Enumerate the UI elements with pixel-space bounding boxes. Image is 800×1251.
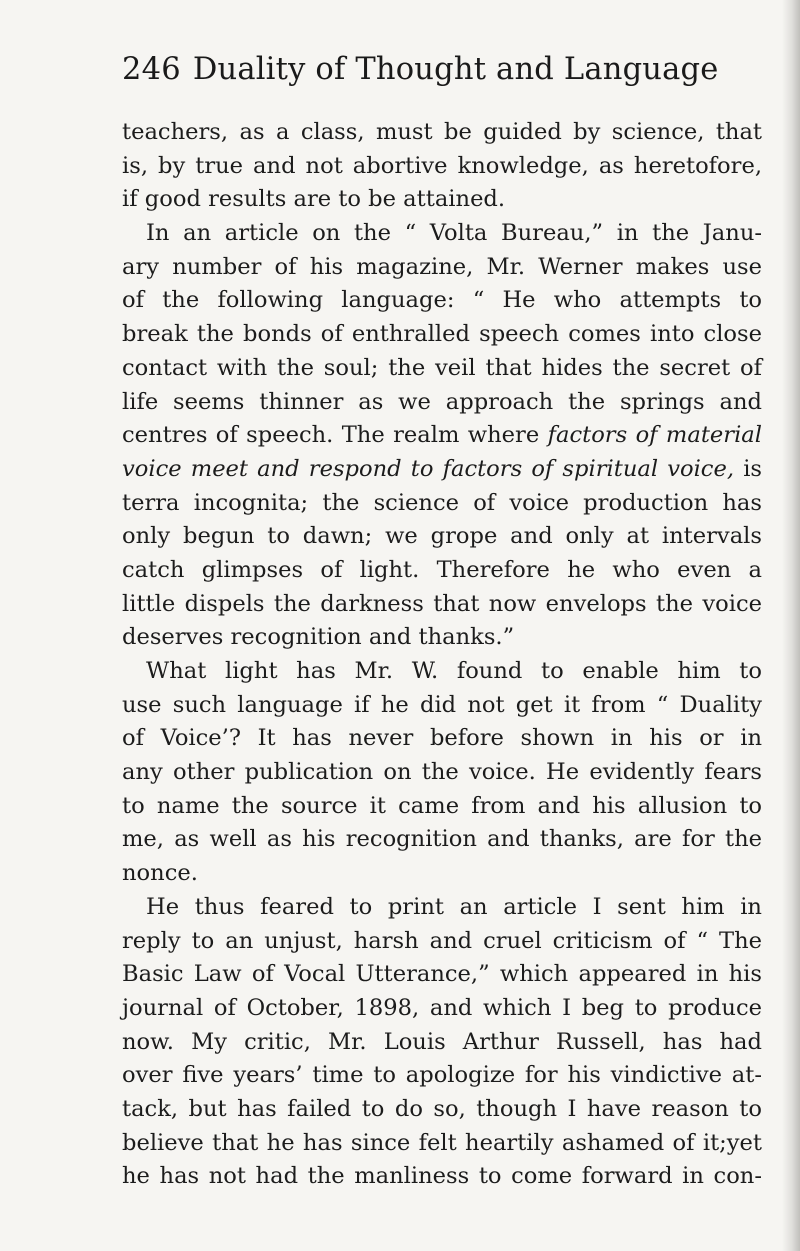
text-line: over five years’ time to apologize for his vindictive at- bbox=[122, 1062, 762, 1089]
text-line-italic: voice meet and respond to factors of spiritual voice, bbox=[122, 455, 735, 482]
page-edge-shadow bbox=[782, 0, 800, 1251]
text-line: now. My critic, Mr. Louis Arthur Russell, has had bbox=[122, 1028, 762, 1055]
text-line: believe that he has since felt heartily ashamed of it;yet bbox=[122, 1129, 762, 1156]
text-line: journal of October, 1898, and which I beg to produce bbox=[122, 994, 762, 1021]
page-number: 246 bbox=[122, 52, 181, 87]
text-line: ary number of his magazine, Mr. Werner makes use bbox=[122, 253, 762, 280]
running-title: Duality of Thought and Language bbox=[192, 52, 719, 87]
text-line-italic: factors of material bbox=[547, 422, 762, 449]
running-header bbox=[122, 52, 719, 87]
text-line: teachers, as a class, must be guided by science, that bbox=[122, 119, 762, 145]
text-line: terra incognita; the science of voice production has bbox=[122, 489, 762, 516]
body-text bbox=[122, 116, 762, 1194]
text-line-roman: centres of speech. The realm where bbox=[122, 422, 540, 449]
text-line: In an article on the “ Volta Bureau,” in the Janu- bbox=[146, 220, 762, 247]
text-line: is, by true and not abortive knowledge, as heretofore, bbox=[122, 152, 762, 179]
text-line: deserves recognition and thanks.” bbox=[122, 624, 515, 651]
text-line: reply to an unjust, harsh and cruel criticism of “ The bbox=[122, 927, 762, 954]
text-line: he has not had the manliness to come forward in con- bbox=[122, 1163, 762, 1190]
text-line: catch glimpses of light. Therefore he who even a bbox=[122, 556, 762, 583]
text-line: of Voice’? It has never before shown in his or in bbox=[122, 725, 762, 752]
text-line: Basic Law of Vocal Utterance,” which appeared in his bbox=[122, 961, 762, 988]
text-line: He thus feared to print an article I sent him in bbox=[146, 893, 762, 920]
text-line: use such language if he did not get it from “ Duality bbox=[122, 691, 762, 718]
text-line: break the bonds of enthralled speech comes into close bbox=[122, 321, 762, 348]
text-line bbox=[122, 453, 762, 487]
text-line: What light has Mr. W. found to enable him to bbox=[146, 658, 762, 684]
text-line bbox=[122, 419, 762, 453]
text-line: nonce. bbox=[122, 860, 198, 887]
text-line: me, as well as his recognition and thanks, are for the bbox=[122, 826, 762, 853]
text-line: tack, but has failed to do so, though I have reason to bbox=[122, 1095, 762, 1122]
text-line-roman: is bbox=[743, 455, 763, 482]
text-line: only begun to dawn; we grope and only at intervals bbox=[122, 523, 762, 550]
text-line: of the following language: “ He who attempts to bbox=[122, 287, 762, 314]
text-line: any other publication on the voice. He evidently fears bbox=[122, 759, 762, 786]
text-line: life seems thinner as we approach the springs and bbox=[122, 388, 762, 415]
text-line: little dispels the darkness that now envelops the voice bbox=[122, 590, 762, 617]
text-line: contact with the soul; the veil that hides the secret of bbox=[122, 354, 762, 381]
text-line: to name the source it came from and his allusion to bbox=[122, 792, 762, 819]
text-line: if good results are to be attained. bbox=[122, 186, 506, 213]
